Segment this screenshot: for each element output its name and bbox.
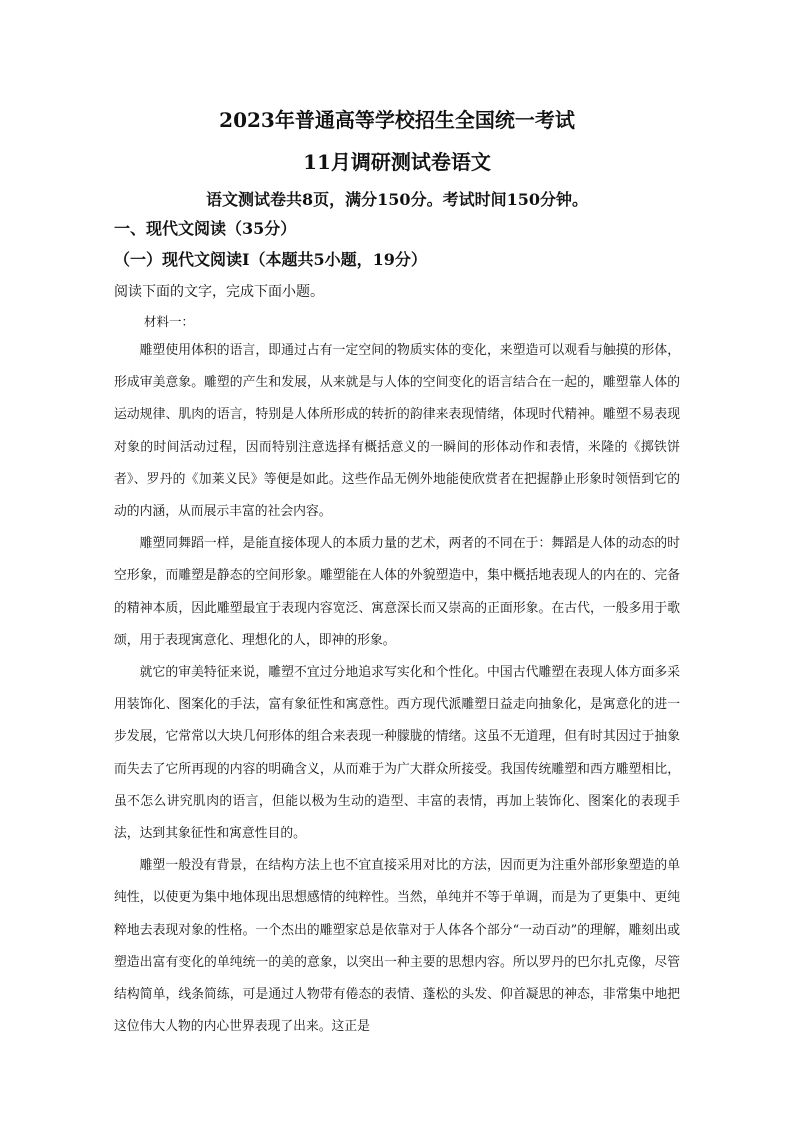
- reading-passage: [114, 335, 680, 1043]
- paragraph-4: 雕塑一般没有背景，在结构方法上也不宜直接采用对比的方法，因而更为注重外部形象塑造的单纯性，以使更为集中地体现出思想感情的纯粹性。当然，单纯并不等于单调，而是为了更集中、更纯粹地去表现对象的性格。一个杰出的雕塑家总是依靠对于人体各个部分“一动百动”的理解，雕刻出或塑造出富有变化的单纯统一的美的意象，以突出一种主要的思想内容。所以罗丹的巴尔扎克像，尽管结构简单，线条简练，可是通过人物带有倦态的表情、蓬松的头发、仰首凝思的神态，非常集中地把这位伟大人物的内心世界表现了出来。这正是: [114, 858, 680, 1035]
- reading-instruction: 阅读下面的文字，完成下面小题。: [114, 284, 324, 300]
- paragraph-1: 雕塑使用体积的语言，即通过占有一定空间的物质实体的变化，来塑造可以观看与触摸的形体，形成审美意象。雕塑的产生和发展，从来就是与人体的空间变化的语言结合在一起的，雕塑靠人体的运动规律、肌肉的语言，特别是人体所形成的转折的韵律来表现情绪，体现时代精神。雕塑不易表现对象的时间活动过程，因而特别注意选择有概括意义的一瞬间的形体动作和表情，米隆的《掷铁饼者》、罗丹的《加莱义民》等便是如此。这些作品无例外地能使欣赏者在把握静止形象时领悟到它的动的内涵，从而展示丰富的社会内容。: [114, 343, 680, 520]
- sub-heading: （一）现代文阅读Ⅰ（本题共5小题，19分）: [114, 250, 427, 269]
- exam-title: 2023年普通高等学校招生全国统一考试: [219, 108, 575, 132]
- material-label: 材料一：: [144, 314, 195, 329]
- paragraph-2: 雕塑同舞蹈一样，是能直接体现人的本质力量的艺术，两者的不同在于：舞蹈是人体的动态的时空形象，而雕塑是静态的空间形象。雕塑能在人体的外貌塑造中，集中概括地表现人的内在的、完备的精神本质，因此雕塑最宜于表现内容宽泛、寓意深长而又崇高的正面形象。在古代，一般多用于歌颂，用于表现寓意化、理想化的人，即神的形象。: [114, 536, 680, 648]
- paragraph-3: 就它的审美特征来说，雕塑不宜过分地追求写实化和个性化。中国古代雕塑在表现人体方面多采用装饰化、图案化的手法，富有象征性和寓意性。西方现代派雕塑日益走向抽象化，是寓意化的进一步发展，它常常以大块几何形体的组合来表现一种朦胧的情绪。这虽不无道理，但有时其因过于抽象而失去了它所再现的内容的明确含义，从而难于为广大群众所接受。我国传统雕塑和西方雕塑相比，虽不怎么讲究肌肉的语言，但能以极为生动的造型、丰富的表情，再加上装饰化、图案化的表现手法，达到其象征性和寓意性目的。: [114, 665, 680, 842]
- exam-info: 语文测试卷共8页，满分150分。考试时间150分钟。: [206, 190, 588, 209]
- exam-subtitle: 11月调研测试卷语文: [303, 150, 491, 174]
- part-heading: 一、现代文阅读（35分）: [114, 219, 297, 238]
